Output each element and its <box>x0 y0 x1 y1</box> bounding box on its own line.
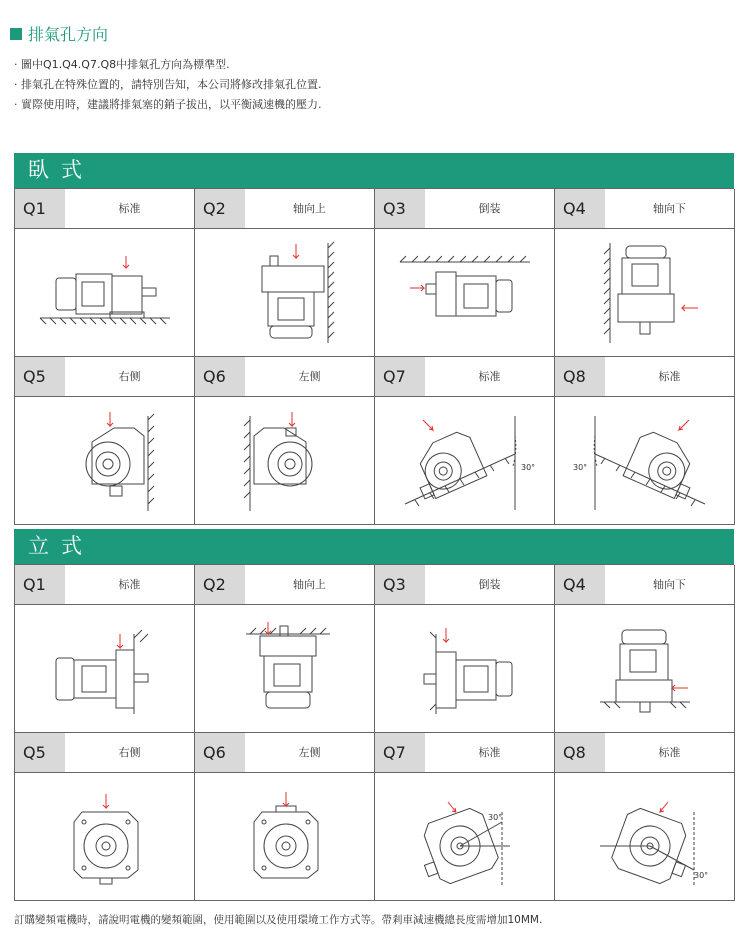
position-label: 左侧 <box>298 370 321 383</box>
position-label: 标准 <box>118 578 141 591</box>
position-code: Q2 <box>195 565 245 604</box>
footer-note: 訂購變頻電機時，請說明電機的變頻範圍，使用範圍以及使用環境工作方式等。帶剎車減速機總長度需增加10MM. <box>14 914 543 926</box>
cell-header <box>15 733 195 773</box>
cell-header <box>15 565 195 605</box>
title-text: 排氣孔方向 <box>28 25 109 44</box>
angle-label: 30° <box>487 812 502 822</box>
position-label: 左侧 <box>298 746 321 759</box>
position-label: 轴向上 <box>293 578 326 591</box>
mounting-grid <box>14 564 734 901</box>
position-label: 标准 <box>658 370 681 383</box>
angle-label: 30° <box>693 870 708 880</box>
cell-header <box>555 189 735 229</box>
vertical-motor-inverted-icon <box>375 605 555 733</box>
cell-header <box>555 733 735 773</box>
position-code: Q7 <box>375 357 425 396</box>
position-label: 右侧 <box>118 746 141 759</box>
cell-header <box>15 357 195 397</box>
position-label: 标准 <box>478 746 501 759</box>
cell-header <box>555 357 735 397</box>
cell-header <box>195 357 375 397</box>
cell-header <box>15 189 195 229</box>
cell-header <box>195 189 375 229</box>
cell-header <box>195 733 375 773</box>
section-band: 臥式 <box>14 153 734 188</box>
gearbox-tilted-right-icon <box>375 397 555 525</box>
position-label: 倒装 <box>478 202 501 215</box>
gearbox-left-side-icon <box>195 397 375 525</box>
cell-header <box>375 357 555 397</box>
position-code: Q1 <box>15 189 65 228</box>
position-code: Q4 <box>555 565 605 604</box>
section-title <box>10 22 108 45</box>
motor-shaft-up-icon <box>195 229 375 357</box>
position-code: Q3 <box>375 565 425 604</box>
vertical-motor-shaft-down-icon <box>555 605 735 733</box>
position-code: Q7 <box>375 733 425 772</box>
section-vertical <box>14 529 734 901</box>
cell-header <box>195 565 375 605</box>
position-code: Q5 <box>15 357 65 396</box>
flange-rotated-right-icon <box>375 773 555 901</box>
gearbox-tilted-left-icon <box>555 397 735 525</box>
position-label: 标准 <box>478 370 501 383</box>
section-band: 立式 <box>14 529 734 564</box>
position-label: 轴向上 <box>293 202 326 215</box>
position-code: Q8 <box>555 733 605 772</box>
notes <box>14 55 322 115</box>
note-line: · 排氣孔在特殊位置的，請特別告知，本公司將修改排氣孔位置. <box>14 78 322 91</box>
position-code: Q6 <box>195 357 245 396</box>
position-code: Q5 <box>15 733 65 772</box>
note-line: · 實際使用時，建議將排氣塞的銷子拔出，以平衡減速機的壓力. <box>14 98 322 111</box>
position-label: 右侧 <box>118 370 141 383</box>
position-label: 标准 <box>658 746 681 759</box>
mounting-grid <box>14 188 734 525</box>
motor-shaft-down-icon <box>555 229 735 357</box>
vertical-motor-shaft-up-icon <box>195 605 375 733</box>
position-code: Q3 <box>375 189 425 228</box>
cell-header <box>375 565 555 605</box>
angle-label: 30° <box>520 462 535 472</box>
title-square-icon <box>10 28 22 40</box>
gearbox-right-side-icon <box>15 397 195 525</box>
flange-right-icon <box>15 773 195 901</box>
flange-left-icon <box>195 773 375 901</box>
position-code: Q4 <box>555 189 605 228</box>
position-label: 倒装 <box>478 578 501 591</box>
position-label: 轴向下 <box>653 578 686 591</box>
cell-header <box>375 189 555 229</box>
vertical-motor-standard-icon <box>15 605 195 733</box>
angle-label: 30° <box>572 462 587 472</box>
horizontal-motor-standard-icon <box>15 229 195 357</box>
position-code: Q8 <box>555 357 605 396</box>
position-label: 轴向下 <box>653 202 686 215</box>
position-code: Q1 <box>15 565 65 604</box>
position-label: 标准 <box>118 202 141 215</box>
position-code: Q2 <box>195 189 245 228</box>
flange-rotated-left-icon <box>555 773 735 901</box>
section-horizontal <box>14 153 734 525</box>
motor-inverted-icon <box>375 229 555 357</box>
position-code: Q6 <box>195 733 245 772</box>
cell-header <box>555 565 735 605</box>
cell-header <box>375 733 555 773</box>
note-line: · 圖中Q1.Q4.Q7.Q8中排氣孔方向為標準型. <box>14 58 230 71</box>
